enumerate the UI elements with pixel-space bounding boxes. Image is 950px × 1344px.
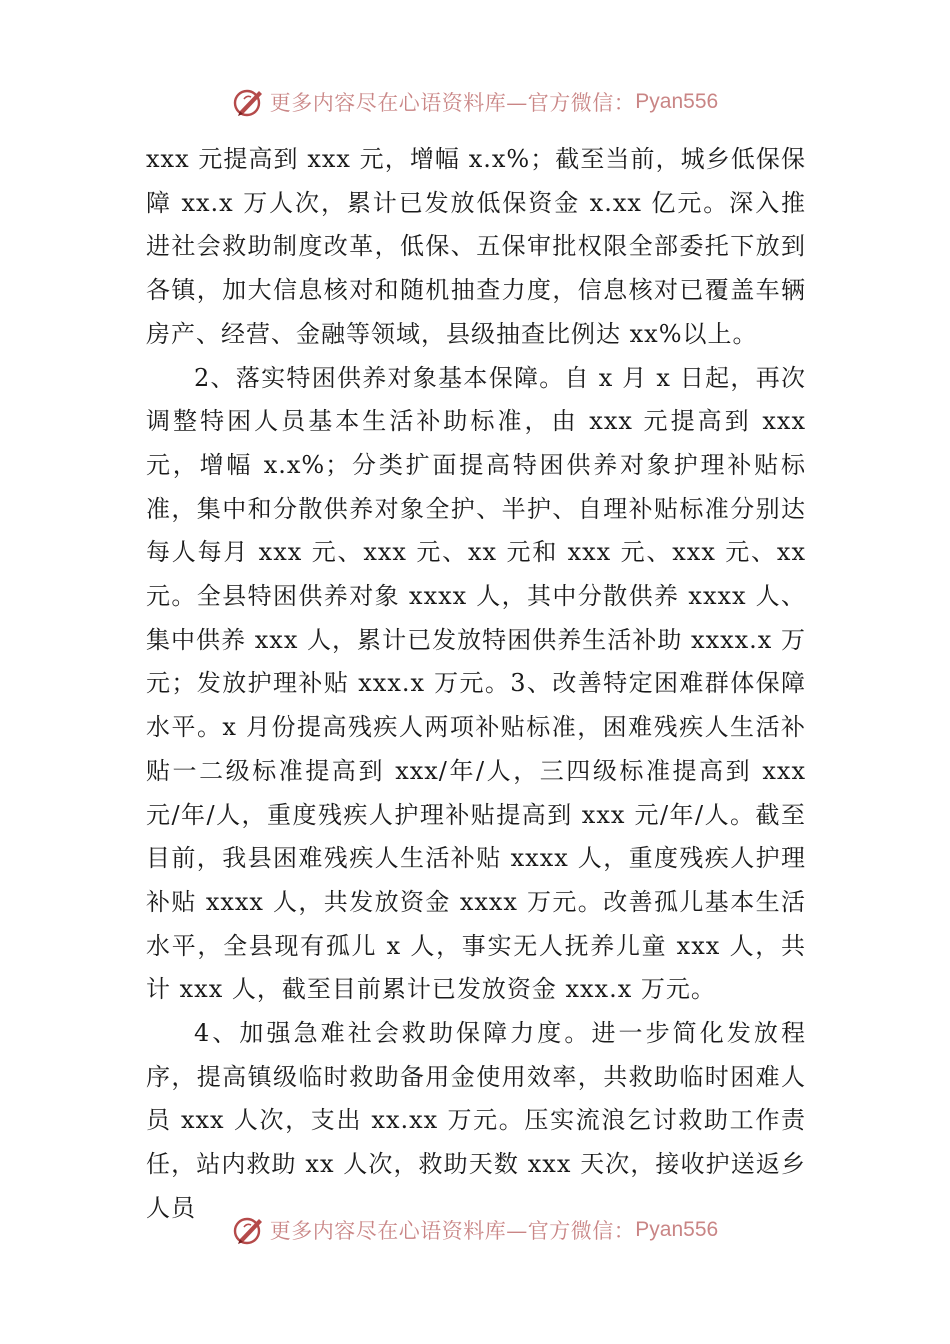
paragraph-section-2-3: 2、落实特困供养对象基本保障。自 x 月 x 日起，再次调整特困人员基本生活补助标准，由 xxx 元提高到 xxx 元，增幅 x.x%；分类扩面提高特困供养对象护理补贴标准，集中和分散供养对象全护、半护、自理补贴标准分别达每人每月 xxx 元、xxx 元、xx 元和 xxx 元、xxx 元、xx 元。全县特困供养对象 xxxx 人，其中分散供养 xxxx 人、集中供养 xxx 人，累计已发放特困供养生活补助 xxxx.x 万元；发放护理补贴 xxx.x 万元。3、改善特定困难群体保障水平。x 月份提高残疾人两项补贴标准，困难残疾人生活补贴一二级标准提高到 xxx/年/人，三四级标准提高到 xxx 元/年/人，重度残疾人护理补贴提高到 xxx 元/年/人。截至目前，我县困难残疾人生活补贴 xxxx 人，重度残疾人护理补贴 xxxx 人，共发放资金 xxxx 万元。改善孤儿基本生活水平，全县现有孤儿 x 人，事实无人抚养儿童 xxx 人，共计 xxx 人，截至目前累计已发放资金 xxx.x 万元。 [146,363,806,1004]
paragraph-continuation: xxx 元提高到 xxx 元，增幅 x.x%；截至当前，城乡低保保障 xx.x 万人次，累计已发放低保资金 x.xx 亿元。深入推进社会救助制度改革，低保、五保审批权限全部委托下放到各镇，加大信息核对和随机抽查力度，信息核对已覆盖车辆房产、经营、金融等领域，县级抽查比例达 xx%以上。 [146,145,806,348]
watermark-wechat-id: Pyan556 [635,1218,719,1241]
document-body [146,138,806,1231]
watermark-wechat-id: Pyan556 [635,90,719,113]
pen-logo-icon [232,1213,266,1247]
watermark-text: 更多内容尽在心语资料库—官方微信： [269,1219,636,1243]
watermark-text: 更多内容尽在心语资料库—官方微信： [269,91,636,115]
footer-watermark [0,1210,950,1250]
paragraph-section-4: 4、加强急难社会救助保障力度。进一步简化发放程序，提高镇级临时救助备用金使用效率，共救助临时困难人员 xxx 人次，支出 xx.xx 万元。压实流浪乞讨救助工作责任，站内救助 xx 人次，救助天数 xxx 天次，接收护送返乡人员 [146,1019,806,1222]
header-watermark [0,82,950,122]
pen-logo-icon [232,85,266,119]
